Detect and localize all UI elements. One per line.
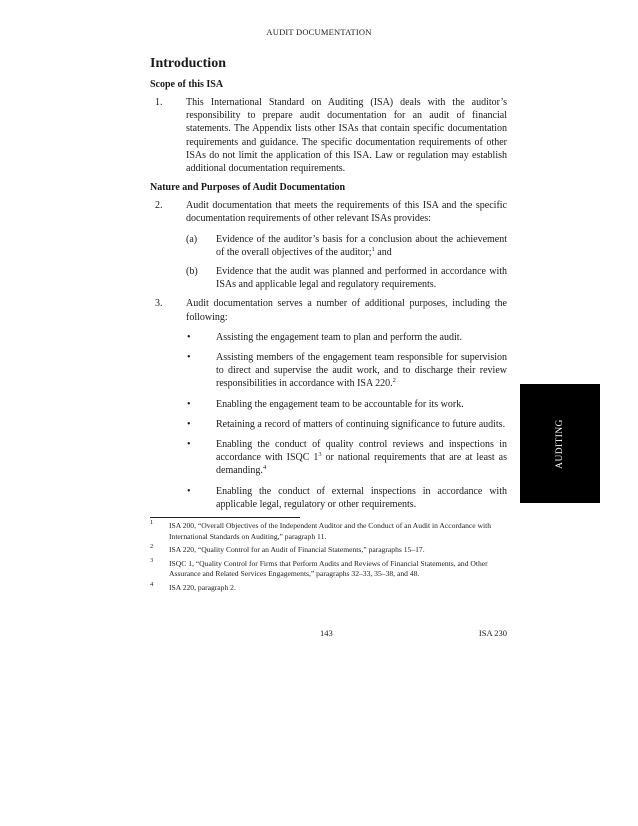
section-side-tab[interactable] xyxy=(520,384,600,503)
footnote-ref[interactable]: 2 xyxy=(392,377,396,385)
footnote-ref[interactable]: 3 xyxy=(318,451,322,459)
standard-label: ISA 230 xyxy=(478,628,507,638)
bullet-icon: • xyxy=(187,398,191,410)
footnote-number: 3 xyxy=(150,556,154,564)
subheading-nature: Nature and Purposes of Audit Documentation xyxy=(150,182,346,194)
running-head: AUDIT DOCUMENTATION xyxy=(266,27,372,37)
bullet-text: Enabling the conduct of external inspections in accordance with applicable legal, regulatory or other requirements. xyxy=(216,485,507,510)
bullet-text: or national requirements that are at least as demanding. xyxy=(216,452,507,477)
bullet-item xyxy=(150,438,507,478)
sub-item-label: (a) xyxy=(186,233,198,245)
main-content xyxy=(150,56,507,518)
section-heading: Introduction xyxy=(150,56,226,71)
bullet-icon: • xyxy=(187,485,191,497)
sub-item-text: Evidence of the auditor’s basis for a conclusion about the achievement of the overall objectives of the auditor; xyxy=(216,233,507,258)
footnote-text: ISA 200, “Overall Objectives of the Independent Auditor and the Conduct of an Audit in Accordance with International Standards on Auditing,” paragraph 11. xyxy=(169,521,492,541)
footnote xyxy=(150,580,507,594)
paragraph-text: This International Standard on Auditing (ISA) deals with the auditor’s responsibility to prepare audit documentation for an audit of financial statements. The Appendix lists other ISAs that contain specific documentation requirements and guidance. The specific documentation requirements of other ISAs do not limit the application of this ISA. Law or regulation may establish additional documentation requirements. xyxy=(186,97,507,175)
footnote-text: ISA 220, paragraph 2. xyxy=(169,582,236,592)
paragraph-number: 3. xyxy=(155,298,163,310)
page-number: 143 xyxy=(320,628,333,638)
sub-item-b xyxy=(150,265,507,291)
footnote xyxy=(150,556,507,580)
footnote xyxy=(150,545,507,556)
footnote xyxy=(150,521,507,542)
footnote-number: 1 xyxy=(150,519,154,526)
bullet-item xyxy=(150,331,507,344)
subheading-scope: Scope of this ISA xyxy=(150,79,224,90)
footnote-ref[interactable]: 1 xyxy=(371,245,375,253)
bullet-text: Assisting the engagement team to plan and perform the audit. xyxy=(216,331,463,343)
footnote-text: ISQC 1, “Quality Control for Firms that Perform Audits and Reviews of Financial Statements, and Other Assurance and Related Services Engagements,” paragraphs 32–33, 35–38, and 48. xyxy=(169,558,488,578)
bullet-text: Assisting members of the engagement team responsible for supervision to direct and supervise the audit work, and to discharge their review responsibilities in accordance with ISA 220. xyxy=(216,352,507,390)
bullet-text: Enabling the engagement team to be accountable for its work. xyxy=(216,398,464,410)
footnotes xyxy=(150,521,507,596)
footnote-text: ISA 220, “Quality Control for an Audit of Financial Statements,” paragraphs 15–17. xyxy=(169,545,425,554)
bullet-icon: • xyxy=(187,418,191,430)
bullet-icon: • xyxy=(187,352,191,364)
bullet-item xyxy=(150,351,507,391)
paragraph-1 xyxy=(150,96,507,175)
bullet-text: Enabling the conduct of quality control reviews and inspections in accordance with ISQC 1 xyxy=(216,439,507,464)
footnote-number: 4 xyxy=(150,580,154,588)
side-tab-label: AUDITING xyxy=(555,418,565,469)
bullet-item xyxy=(150,485,507,511)
paragraph-text: Audit documentation that meets the requirements of this ISA and the specific documentation requirements of other relevant ISAs provides: xyxy=(186,200,507,225)
bullet-text: Retaining a record of matters of continuing significance to future audits. xyxy=(216,418,506,430)
footnote-number: 2 xyxy=(150,543,154,550)
sub-item-a xyxy=(150,233,507,259)
footnote-ref[interactable]: 4 xyxy=(262,464,267,472)
footnote-divider xyxy=(150,517,300,518)
bullet-icon: • xyxy=(187,439,191,451)
bullet-item xyxy=(150,398,507,411)
paragraph-2 xyxy=(150,199,507,225)
paragraph-number: 2. xyxy=(155,200,163,212)
bullet-icon: • xyxy=(187,331,191,343)
bullet-item xyxy=(150,418,507,431)
sub-item-text: Evidence that the audit was planned and performed in accordance with ISAs and applicable legal and regulatory requirements. xyxy=(216,266,507,291)
paragraph-3 xyxy=(150,297,507,323)
paragraph-number: 1. xyxy=(155,97,163,108)
sub-item-tail: and xyxy=(374,246,392,258)
sub-item-label: (b) xyxy=(186,266,198,278)
paragraph-text: Audit documentation serves a number of additional purposes, including the following: xyxy=(186,298,507,323)
